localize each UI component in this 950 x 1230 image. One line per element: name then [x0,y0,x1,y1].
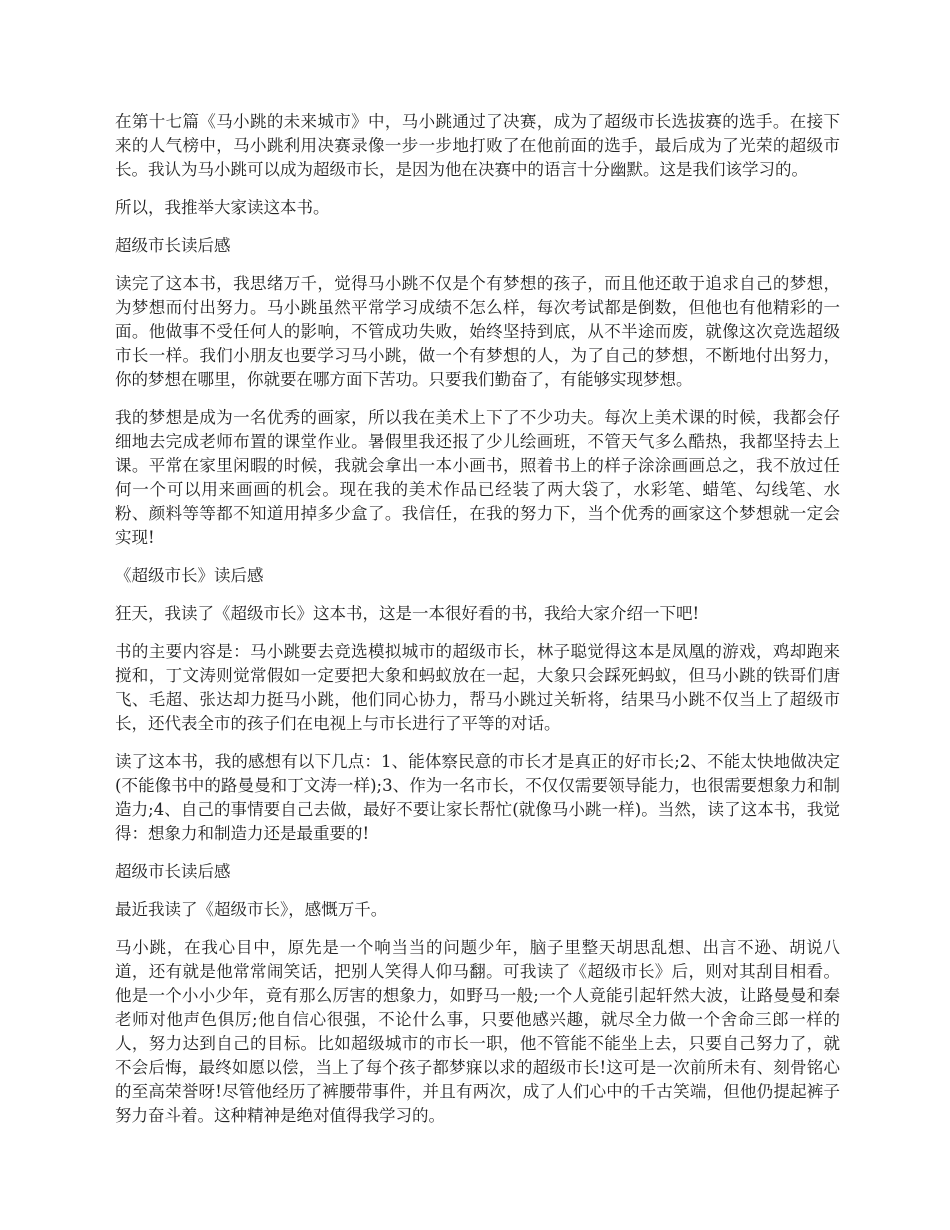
paragraph: 狂天，我读了《超级市长》这本书，这是一本很好看的书，我给大家介绍一下吧! [115,604,700,623]
paragraph: 所以，我推举大家读这本书。 [115,198,330,217]
paragraph: 读了这本书，我的感想有以下几点：1、能体察民意的市长才是真正的好市长;2、不能太快地做决定(不能像书中的路曼曼和丁文涛一样);3、作为一名市长，不仅仅需要领导能力，也很需要想象力和制造力;4、自己的事情要自己去做，最好不要让家长帮忙(就像马小跳一样)。当然，读了这本书，我觉得：想象力和制造力还是最重要的! [115,752,840,843]
section-heading: 超级市长读后感 [115,236,231,255]
paragraph: 我的梦想是成为一名优秀的画家，所以我在美术上下了不少功夫。每次上美术课的时候，我都会仔细地去完成老师布置的课堂作业。暑假里我还报了少儿绘画班，不管天气多么酷热，我都坚持去上课。平常在家里闲暇的时候，我就会拿出一本小画书，照着书上的样子涂涂画画总之，我不放过任何一个可以用来画画的机会。现在我的美术作品已经装了两大袋了，水彩笔、蜡笔、勾线笔、水粉、颜料等等都不知道用掉多少盒了。我信任，在我的努力下，当个优秀的画家这个梦想就一定会实现! [115,408,840,547]
section-heading: 《超级市长》读后感 [115,566,264,585]
paragraph: 在第十七篇《马小跳的未来城市》中，马小跳通过了决赛，成为了超级市长选拔赛的选手。在接下来的人气榜中，马小跳利用决赛录像一步一步地打败了在他前面的选手，最后成为了光荣的超级市长。我认为马小跳可以成为超级市长，是因为他在决赛中的语言十分幽默。这是我们该学习的。 [115,112,840,179]
paragraph: 读完了这本书，我思绪万千，觉得马小跳不仅是个有梦想的孩子，而且他还敢于追求自己的梦想，为梦想而付出努力。马小跳虽然平常学习成绩不怎么样，每次考试都是倒数，但他也有他精彩的一面。他做事不受任何人的影响，不管成功失败，始终坚持到底，从不半途而废，就像这次竞选超级市长一样。我们小朋友也要学习马小跳，做一个有梦想的人，为了自己的梦想，不断地付出努力，你的梦想在哪里，你就要在哪方面下苦功。只要我们勤奋了，有能够实现梦想。 [115,274,840,389]
section-heading: 超级市长读后感 [115,862,231,881]
paragraph: 最近我读了《超级市长》，感慨万千。 [115,900,388,919]
paragraph: 书的主要内容是：马小跳要去竞选模拟城市的超级市长，林子聪觉得这本是凤凰的游戏，鸡却跑来搅和，丁文涛则觉常假如一定要把大象和蚂蚁放在一起，大象只会踩死蚂蚁，但马小跳的铁哥们唐飞、毛超、张达却力挺马小跳，他们同心协力，帮马小跳过关斩将，结果马小跳不仅当上了超级市长，还代表全市的孩子们在电视上与市长进行了平等的对话。 [115,642,840,733]
paragraph: 马小跳，在我心目中，原先是一个响当当的问题少年，脑子里整天胡思乱想、出言不逊、胡说八道，还有就是他常常闹笑话，把别人笑得人仰马翻。可我读了《超级市长》后，则对其刮目相看。他是一个小小少年，竟有那么厉害的想象力，如野马一般;一个人竟能引起轩然大波，让路曼曼和秦老师对他声色俱厉;他自信心很强，不论什么事，只要他感兴趣，就尽全力做一个舍命三郎一样的人，努力达到自己的目标。比如超级城市的市长一职，他不管能不能坐上去，只要自己努力了，就不会后悔，最终如愿以偿，当上了每个孩子都梦寐以求的超级市长!这可是一次前所未有、刻骨铭心的至高荣誉呀!尽管他经历了裤腰带事件，并且有两次，成了人们心中的千古笑端，但他仍提起裤子努力奋斗着。这种精神是绝对值得我学习的。 [115,938,840,1125]
